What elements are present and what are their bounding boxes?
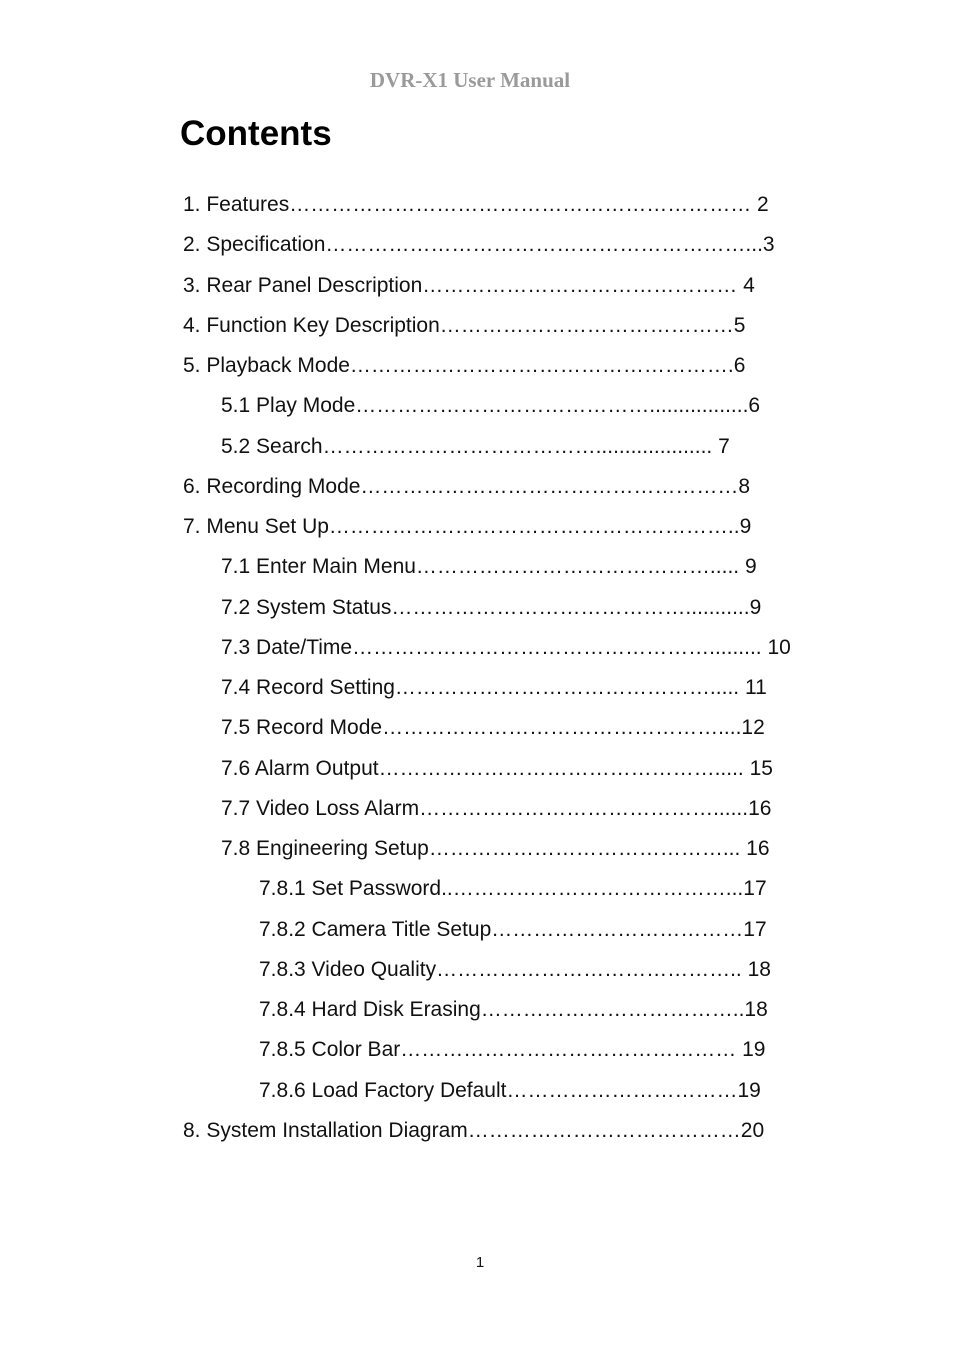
toc-entry: 5.2 Search………………………………….................... 7 xyxy=(221,434,730,458)
toc-entry: 7.7 Video Loss Alarm……………………………………......16 xyxy=(221,796,772,820)
page-title: Contents xyxy=(180,114,332,153)
toc-entry: 7.8.5 Color Bar………………………………………… 19 xyxy=(259,1038,766,1062)
toc-entry: 2. Specification……………………………………………………...3 xyxy=(183,233,775,257)
toc-entry: 5. Playback Mode……………………………………………….6 xyxy=(183,354,746,377)
toc-entry: 7.5 Record Mode…………………………………………....12 xyxy=(221,716,765,740)
toc-entry: 5.1 Play Mode…………………………………….................6 xyxy=(221,394,761,418)
toc-entry: 3. Rear Panel Description……………………………………… 4 xyxy=(183,273,755,297)
toc-entry: 7.4 Record Setting………………………………………..... 11 xyxy=(221,676,767,699)
toc-entry: 7.8.2 Camera Title Setup………………………………17 xyxy=(259,917,767,941)
toc-entry: 1. Features………………………………………………………… 2 xyxy=(183,193,769,216)
toc-entry: 7.8.4 Hard Disk Erasing………………………………..18 xyxy=(259,998,768,1021)
toc-entry: 8. System Installation Diagram…………………………………20 xyxy=(183,1118,765,1142)
toc-entry: 7.6 Alarm Output…………………………………………..... 15 xyxy=(221,756,773,780)
toc-entry: 7.8 Engineering Setup……………………………………... 16 xyxy=(221,837,770,860)
toc-entry: 7. Menu Set Up…………………………………………………..9 xyxy=(183,515,752,538)
toc-entry: 4. Function Key Description……………………………………5 xyxy=(183,313,746,337)
toc-entry: 6. Recording Mode………………………………………………8 xyxy=(183,474,751,498)
page-number: 1 xyxy=(475,1254,485,1271)
toc-entry: 7.2 System Status……………………………………...........9 xyxy=(221,595,762,619)
table-of-contents xyxy=(0,188,954,1154)
toc-entry: 7.8.1 Set Password..…………………………………...17 xyxy=(259,877,767,901)
toc-entry: 7.3 Date/Time……………………………………………......... 10 xyxy=(221,635,791,659)
toc-entry: 7.8.3 Video Quality…………………………………….. 18 xyxy=(259,957,771,981)
toc-entry: 7.8.6 Load Factory Default……………………………19 xyxy=(259,1078,761,1102)
running-header: DVR-X1 User Manual xyxy=(369,68,571,92)
toc-entry: 7.1 Enter Main Menu……………………………………..... 9 xyxy=(221,555,757,579)
